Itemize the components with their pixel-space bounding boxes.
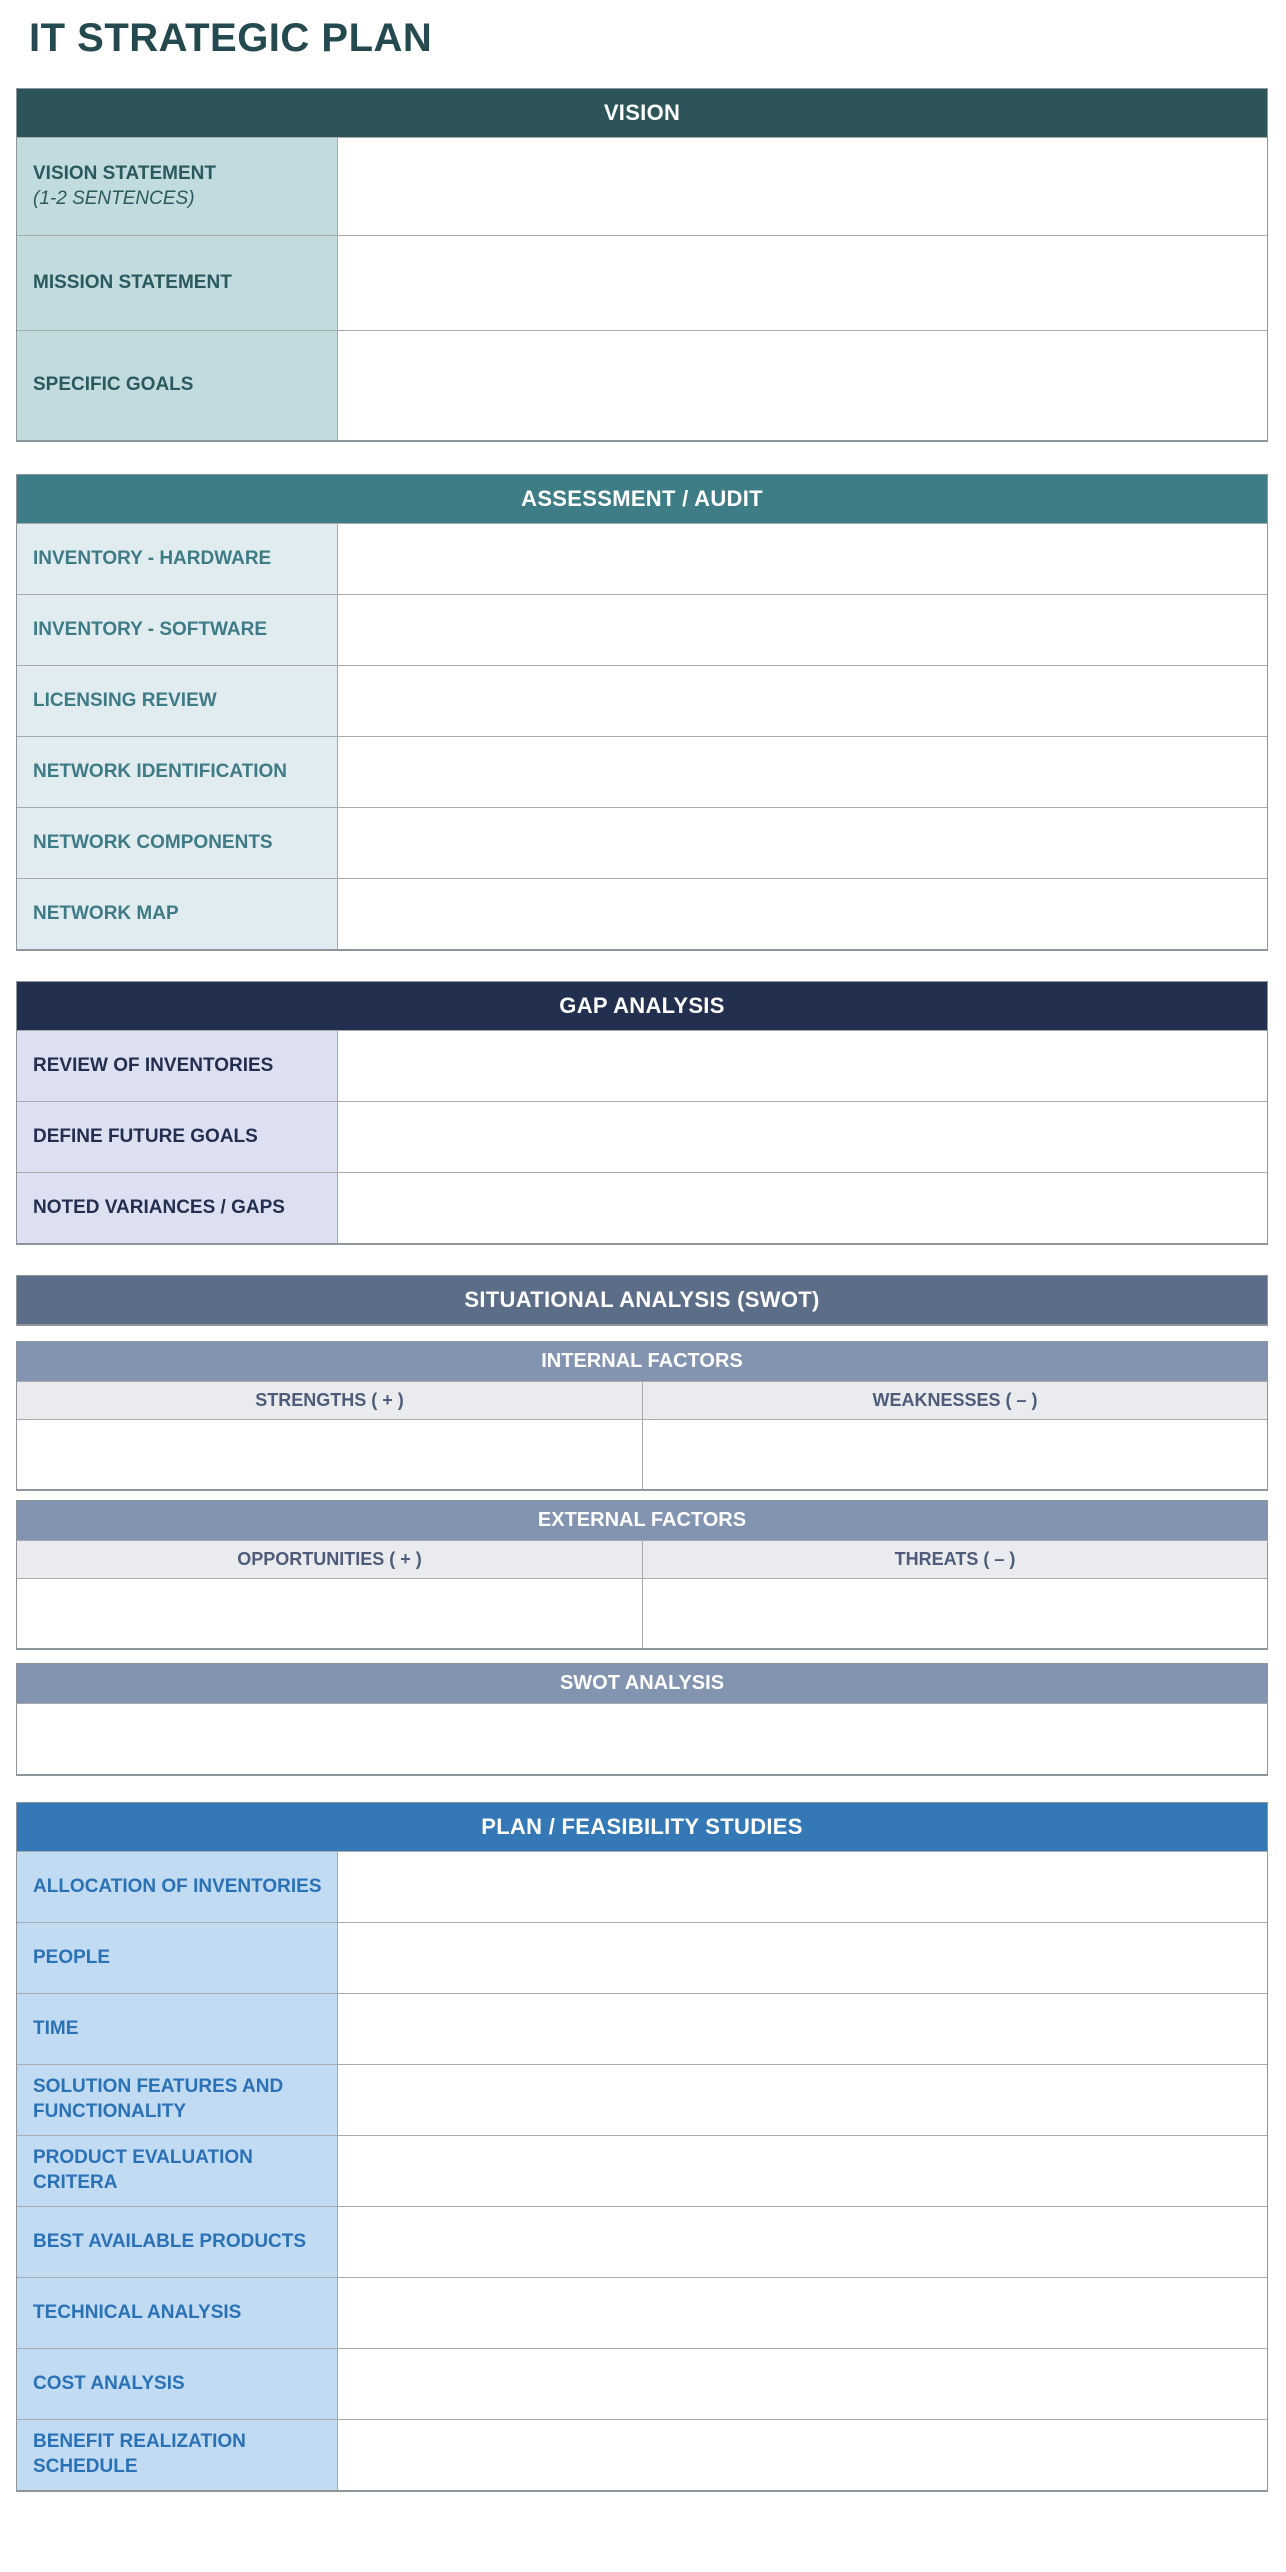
benefit-realization-schedule-value-cell[interactable] (338, 2420, 1267, 2490)
row-label-text: COST ANALYSIS (33, 2372, 185, 2394)
row-label-text: DEFINE FUTURE GOALS (33, 1125, 258, 1147)
best-available-products-value-cell[interactable] (338, 2207, 1267, 2277)
table-row (17, 137, 1267, 235)
row-label-text: NETWORK IDENTIFICATION (33, 760, 288, 782)
benefit-realization-schedule-label (17, 2420, 338, 2490)
inventory-hardware-label (17, 524, 338, 594)
internal-factors-entry-row (17, 1419, 1267, 1489)
network-components-label (17, 808, 338, 878)
licensing-review-value-cell[interactable] (338, 666, 1267, 736)
row-label-text: SOLUTION FEATURES AND FUNCTIONALITY (33, 2076, 284, 2122)
technical-analysis-value-cell[interactable] (338, 2278, 1267, 2348)
swot-section-header-bar (16, 1275, 1268, 1326)
internal-factors-header (17, 1342, 1267, 1381)
row-label-text: PEOPLE (33, 1946, 111, 1968)
swot-analysis-title: SWOT ANALYSIS (559, 1672, 725, 1694)
table-row (17, 2419, 1267, 2490)
mission-statement-label (17, 236, 338, 330)
table-row (17, 2064, 1267, 2135)
internal-factors-subheader-row (17, 1381, 1267, 1419)
gap-analysis-section-header (17, 982, 1267, 1030)
vision-statement-value-cell[interactable] (338, 138, 1267, 235)
threats-label: THREATS ( – ) (894, 1549, 1016, 1569)
best-available-products-label (17, 2207, 338, 2277)
vision-section-title: VISION (603, 100, 681, 125)
assessment-section-title: ASSESSMENT / AUDIT (521, 486, 763, 511)
strengths-column-header (17, 1382, 642, 1419)
inventory-software-label (17, 595, 338, 665)
table-row (17, 807, 1267, 878)
table-row (17, 330, 1267, 440)
table-row (17, 523, 1267, 594)
table-row (17, 1101, 1267, 1172)
assessment-section (16, 474, 1268, 951)
external-factors-entry-row (17, 1578, 1267, 1648)
row-label-text: INVENTORY - SOFTWARE (33, 618, 268, 640)
row-label-text: TIME (33, 2017, 79, 2039)
opportunities-label: OPPORTUNITIES ( + ) (237, 1549, 422, 1569)
licensing-review-label (17, 666, 338, 736)
table-row (17, 2277, 1267, 2348)
row-label-text: PRODUCT EVALUATION CRITERA (33, 2147, 253, 2193)
cost-analysis-label (17, 2349, 338, 2419)
table-row (17, 235, 1267, 330)
technical-analysis-label (17, 2278, 338, 2348)
cost-analysis-value-cell[interactable] (338, 2349, 1267, 2419)
plan-section-header (17, 1803, 1267, 1851)
define-future-goals-value-cell[interactable] (338, 1102, 1267, 1172)
row-label-text: MISSION STATEMENT (33, 271, 232, 293)
swot-analysis-header (17, 1664, 1267, 1703)
specific-goals-label (17, 331, 338, 440)
row-label-text: LICENSING REVIEW (33, 689, 217, 711)
network-components-value-cell[interactable] (338, 808, 1267, 878)
table-row (17, 1993, 1267, 2064)
gap-analysis-section (16, 981, 1268, 1245)
page-title: IT STRATEGIC PLAN (29, 16, 433, 60)
network-identification-label (17, 737, 338, 807)
vision-statement-label (17, 138, 338, 235)
network-identification-value-cell[interactable] (338, 737, 1267, 807)
row-label-text: NETWORK MAP (33, 902, 179, 924)
swot-analysis-table (16, 1663, 1268, 1776)
solution-features-value-cell[interactable] (338, 2065, 1267, 2135)
inventory-software-value-cell[interactable] (338, 595, 1267, 665)
table-row (17, 878, 1267, 949)
swot-internal-factors-table (16, 1341, 1268, 1491)
row-label-note: (1-2 SENTENCES) (33, 187, 195, 209)
noted-variances-gaps-label (17, 1173, 338, 1243)
internal-factors-title: INTERNAL FACTORS (541, 1350, 743, 1372)
people-label (17, 1923, 338, 1993)
plan-section-title: PLAN / FEASIBILITY STUDIES (481, 1814, 803, 1839)
vision-section (16, 88, 1268, 442)
gap-analysis-section-title: GAP ANALYSIS (559, 993, 725, 1018)
network-map-value-cell[interactable] (338, 879, 1267, 949)
swot-section-header (17, 1276, 1267, 1324)
weaknesses-value-cell[interactable] (642, 1420, 1267, 1489)
row-label-text: TECHNICAL ANALYSIS (33, 2301, 242, 2323)
row-label-text: ALLOCATION OF INVENTORIES (33, 1875, 322, 1897)
table-row (17, 2348, 1267, 2419)
external-factors-title: EXTERNAL FACTORS (537, 1509, 747, 1531)
opportunities-value-cell[interactable] (17, 1579, 642, 1648)
vision-section-header (17, 89, 1267, 137)
table-row (17, 665, 1267, 736)
threats-column-header (642, 1541, 1267, 1578)
strengths-label: STRENGTHS ( + ) (255, 1390, 404, 1410)
noted-variances-gaps-value-cell[interactable] (338, 1173, 1267, 1243)
table-row (17, 2206, 1267, 2277)
threats-value-cell[interactable] (642, 1579, 1267, 1648)
define-future-goals-label (17, 1102, 338, 1172)
external-factors-header (17, 1501, 1267, 1540)
table-row (17, 1172, 1267, 1243)
row-label-text: BEST AVAILABLE PRODUCTS (33, 2230, 307, 2252)
table-row (17, 594, 1267, 665)
row-label-text: BENEFIT REALIZATION SCHEDULE (33, 2431, 246, 2477)
table-row (17, 736, 1267, 807)
row-label-text: SPECIFIC GOALS (33, 374, 194, 396)
weaknesses-label: WEAKNESSES ( – ) (872, 1390, 1038, 1410)
product-evaluation-criteria-value-cell[interactable] (338, 2136, 1267, 2206)
swot-section-title: SITUATIONAL ANALYSIS (SWOT) (464, 1287, 820, 1312)
table-row (17, 1030, 1267, 1101)
review-of-inventories-value-cell[interactable] (338, 1031, 1267, 1101)
review-of-inventories-label (17, 1031, 338, 1101)
strengths-value-cell[interactable] (17, 1420, 642, 1489)
row-label-text: REVIEW OF INVENTORIES (33, 1054, 274, 1076)
table-row (17, 1851, 1267, 1922)
network-map-label (17, 879, 338, 949)
row-label-text: VISION STATEMENT (33, 162, 216, 184)
row-label-text: INVENTORY - HARDWARE (33, 547, 272, 569)
opportunities-column-header (17, 1541, 642, 1578)
table-row (17, 1922, 1267, 1993)
specific-goals-value-cell[interactable] (338, 331, 1267, 440)
assessment-section-header (17, 475, 1267, 523)
table-row (17, 2135, 1267, 2206)
time-value-cell[interactable] (338, 1994, 1267, 2064)
external-factors-subheader-row (17, 1540, 1267, 1578)
allocation-of-inventories-value-cell[interactable] (338, 1852, 1267, 1922)
row-label-text: NETWORK COMPONENTS (33, 831, 273, 853)
time-label (17, 1994, 338, 2064)
weaknesses-column-header (642, 1382, 1267, 1419)
mission-statement-value-cell[interactable] (338, 236, 1267, 330)
plan-section (16, 1802, 1268, 2492)
product-evaluation-criteria-label (17, 2136, 338, 2206)
row-label-text: NOTED VARIANCES / GAPS (33, 1196, 285, 1218)
people-value-cell[interactable] (338, 1923, 1267, 1993)
inventory-hardware-value-cell[interactable] (338, 524, 1267, 594)
allocation-of-inventories-label (17, 1852, 338, 1922)
swot-external-factors-table (16, 1500, 1268, 1650)
swot-analysis-value-cell[interactable] (17, 1703, 1267, 1774)
solution-features-label (17, 2065, 338, 2135)
